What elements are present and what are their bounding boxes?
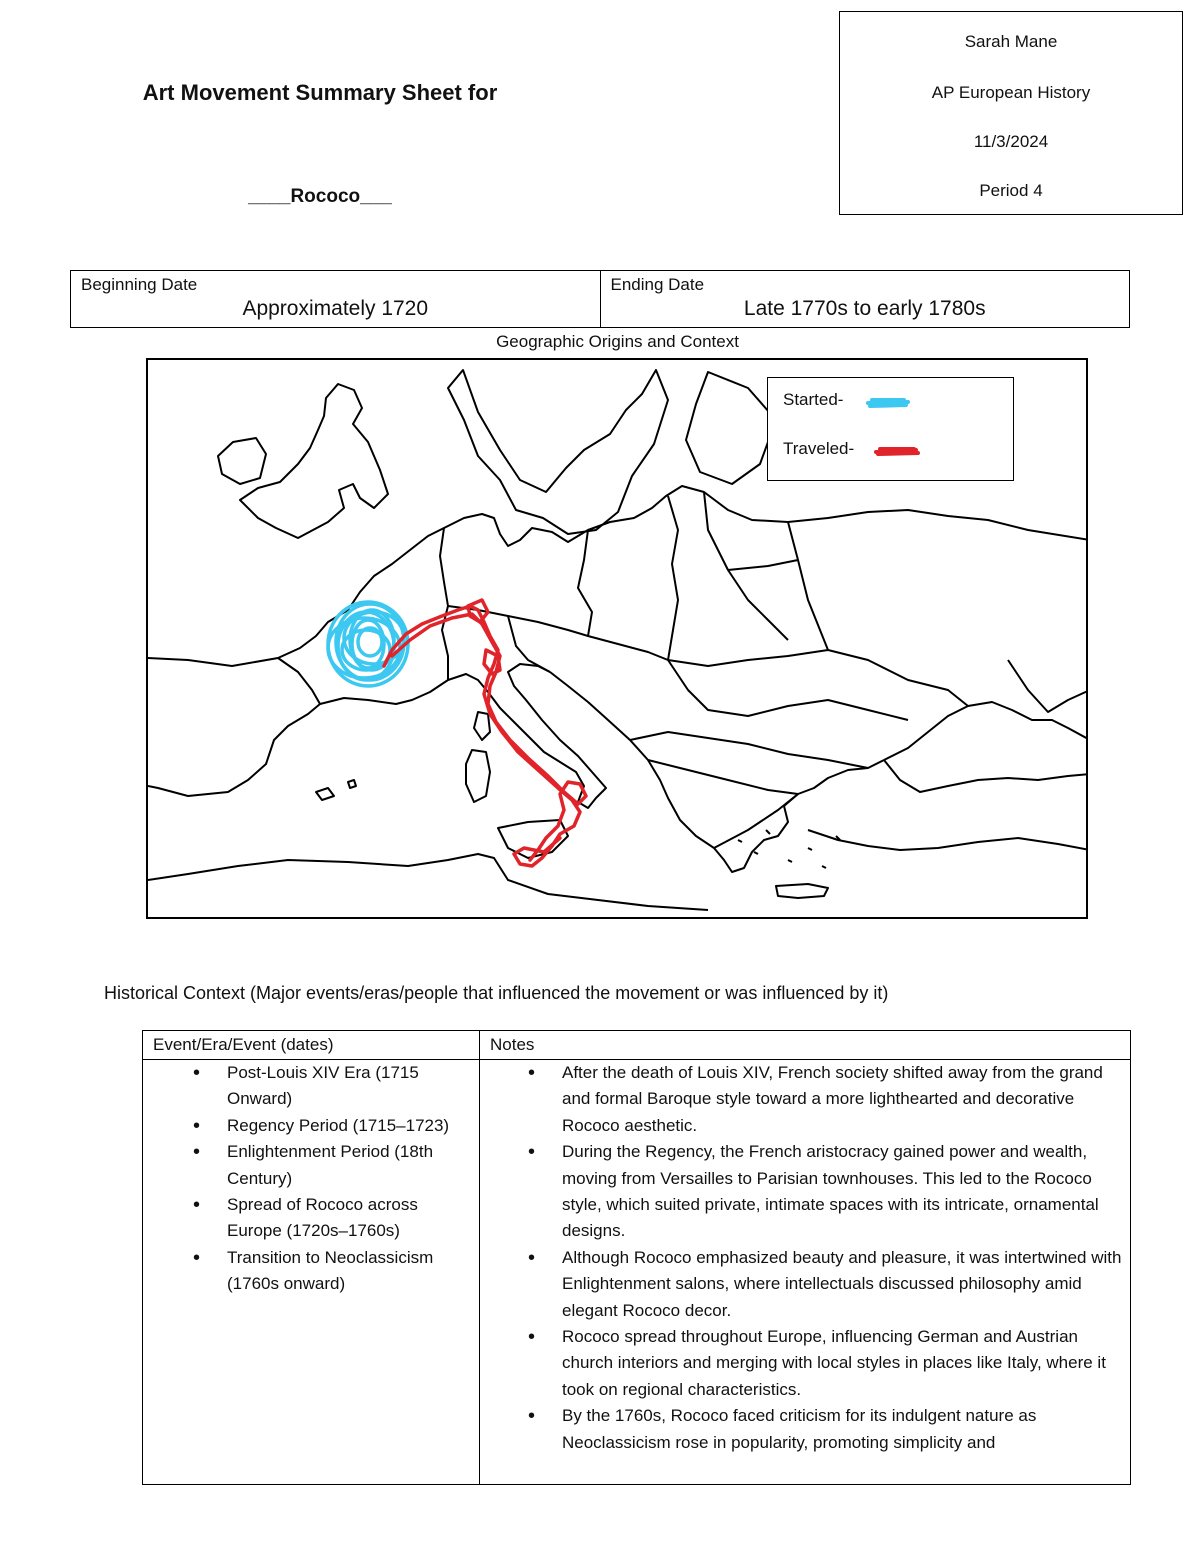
map-title: Geographic Origins and Context — [496, 332, 739, 351]
events-list — [149, 1060, 473, 1298]
great-britain-outline — [240, 384, 388, 538]
turkey-coast — [884, 760, 1088, 792]
border-greece — [714, 794, 798, 848]
note-item: • After the death of Louis XIV, French society shifted away from the grand and formal Baroque style toward a more lighthearted and decorative Rococo aesthetic. — [562, 1060, 1124, 1139]
ending-date-value: Late 1770s to early 1780s — [743, 297, 986, 320]
border-ukraine — [668, 650, 968, 706]
corsica-outline — [474, 712, 490, 740]
legend-started-swatch — [864, 394, 914, 412]
north-africa-coast — [148, 854, 708, 910]
crete-outline — [776, 884, 828, 898]
balearic-outline — [316, 780, 356, 800]
sheet-title: Art Movement Summary Sheet for — [142, 80, 498, 105]
traveled-route — [384, 600, 586, 866]
border-serbia — [648, 760, 798, 794]
events-cell — [143, 1060, 480, 1485]
border-russia — [788, 522, 828, 650]
movement-name: ____Rococo___ — [248, 186, 392, 207]
notes-column-header: Notes — [480, 1031, 1131, 1060]
ireland-outline — [218, 438, 266, 484]
anatolia-south-coast — [808, 830, 1088, 850]
border-france-east — [440, 528, 448, 680]
event-item: • Spread of Rococo across Europe (1720s–1760s) — [227, 1192, 473, 1245]
note-item: • Although Rococo emphasized beauty and pleasure, it was intertwined with Enlightenment salons, where intellectuals discussed philosophy amid elegant Rococo decor. — [562, 1245, 1124, 1324]
event-item: • Post-Louis XIV Era (1715 Onward) — [227, 1060, 473, 1113]
student-info-box — [839, 11, 1183, 215]
scandinavia-outline — [448, 370, 668, 534]
event-item: • Transition to Neoclassicism (1760s onward) — [227, 1245, 473, 1298]
sardinia-outline — [466, 750, 490, 802]
beginning-date-cell — [71, 271, 601, 328]
event-item: • Regency Period (1715–1723) — [227, 1113, 473, 1139]
border-poland-east — [668, 496, 678, 660]
black-sea-outline — [884, 702, 1088, 760]
note-item: • By the 1760s, Rococo faced criticism for its indulgent nature as Neoclassicism rose in popularity, promoting simplicity and — [562, 1403, 1124, 1456]
sheet-date: 11/3/2024 — [973, 132, 1049, 151]
notes-cell — [480, 1060, 1131, 1485]
course-name: AP European History — [931, 83, 1091, 102]
legend-started-label: Started- — [783, 390, 844, 409]
border-romania — [668, 660, 908, 720]
dates-table — [70, 270, 1130, 328]
map-legend — [767, 377, 1014, 481]
iberia-outline — [148, 658, 320, 796]
border-germany-poland — [578, 530, 592, 636]
class-period: Period 4 — [979, 181, 1043, 200]
beginning-date-value: Approximately 1720 — [242, 297, 429, 320]
note-item: • During the Regency, the French aristocracy gained power and wealth, moving from Versailles to Parisian townhouses. This led to the Rococo style, which suited private, intimate spaces with its intricate, ornamental designs. — [562, 1139, 1124, 1245]
continent-north-coast — [278, 486, 1088, 658]
finland-outline — [686, 372, 776, 484]
border-caucasus — [1008, 660, 1088, 712]
note-item: • Rococo spread throughout Europe, influencing German and Austrian church interiors and merging with local styles in places like Italy, where it took on regional characteristics. — [562, 1324, 1124, 1403]
historical-context-table — [142, 1030, 1131, 1485]
ending-date-label: Ending Date — [610, 275, 705, 294]
beginning-date-label: Beginning Date — [81, 275, 198, 294]
student-name: Sarah Mane — [964, 32, 1058, 51]
ending-date-cell — [600, 271, 1130, 328]
border-belarus — [728, 560, 798, 570]
legend-traveled-swatch — [872, 442, 922, 460]
events-column-header: Event/Era/Event (dates) — [143, 1031, 480, 1060]
border-balkans-inner — [630, 732, 868, 768]
event-item: • Enlightenment Period (18th Century) — [227, 1139, 473, 1192]
legend-traveled-label: Traveled- — [783, 439, 855, 458]
historical-context-heading: Historical Context (Major events/eras/people that influenced the movement or was influenced by it) — [104, 983, 889, 1003]
border-baltic-states — [704, 492, 788, 640]
notes-list — [486, 1060, 1124, 1456]
